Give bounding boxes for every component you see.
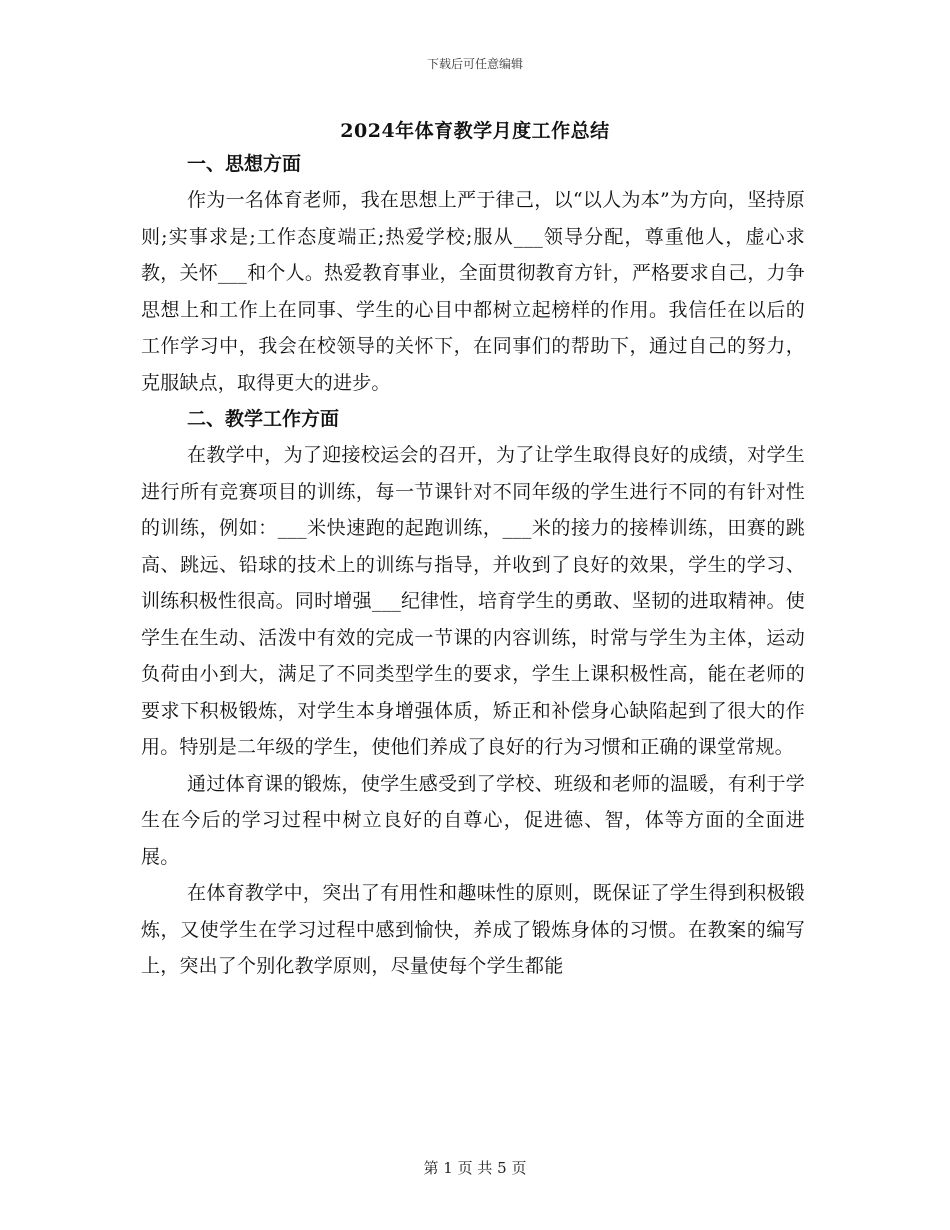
page-footer: 第 1 页 共 5 页 bbox=[423, 1159, 527, 1177]
document-body bbox=[141, 146, 805, 985]
section-heading-teaching: 二、教学工作方面 bbox=[187, 408, 340, 430]
document-title: 2024年体育教学月度工作总结 bbox=[340, 120, 610, 142]
paragraph-teaching-1: 在教学中，为了迎接校运会的召开，为了让学生取得良好的成绩，对学生进行所有竞赛项目的训练，每一节课针对不同年级的学生进行不同的有针对性的训练，例如：___米快速跑的起跑训练，___米的接力的接棒训练，田赛的跳高、跳远、铅球的技术上的训练与指导，并收到了良好的效果，学生的学习、训练积极性很高。同时增强___纪律性，培育学生的勇敢、坚韧的进取精神。使学生在生动、活泼中有效的完成一节课的内容训练，时常与学生为主体，运动负荷由小到大，满足了不同类型学生的要求，学生上课积极性高，能在老师的要求下积极锻炼，对学生本身增强体质，矫正和补偿身心缺陷起到了很大的作用。特别是二年级的学生，使他们养成了良好的行为习惯和正确的课堂常规。 bbox=[141, 444, 805, 758]
header-note: 下载后可任意编辑 bbox=[426, 57, 523, 71]
section-heading-thought: 一、思想方面 bbox=[187, 153, 302, 175]
paragraph-teaching-3: 在体育教学中，突出了有用性和趣味性的原则，既保证了学生得到积极锻炼，又使学生在学习过程中感到愉快，养成了锻炼身体的习惯。在教案的编写上，突出了个别化教学原则，尽量使每个学生都能 bbox=[141, 882, 805, 977]
paragraph-teaching-2: 通过体育课的锻炼，使学生感受到了学校、班级和老师的温暖，有利于学生在今后的学习过程中树立良好的自尊心，促进德、智，体等方面的全面进展。 bbox=[141, 772, 805, 868]
paragraph-thought-1: 作为一名体育老师，我在思想上严于律己，以“以人为本”为方向，坚持原则;实事求是;工作态度端正;热爱学校;服从___领导分配，尊重他人，虚心求教，关怀___和个人。热爱教育事业，全面贯彻教育方针，严格要求自己，力争思想上和工作上在同事、学生的心目中都树立起榜样的作用。我信任在以后的工作学习中，我会在校领导的关怀下，在同事们的帮助下，通过自己的努力，克服缺点，取得更大的进步。 bbox=[141, 189, 805, 394]
